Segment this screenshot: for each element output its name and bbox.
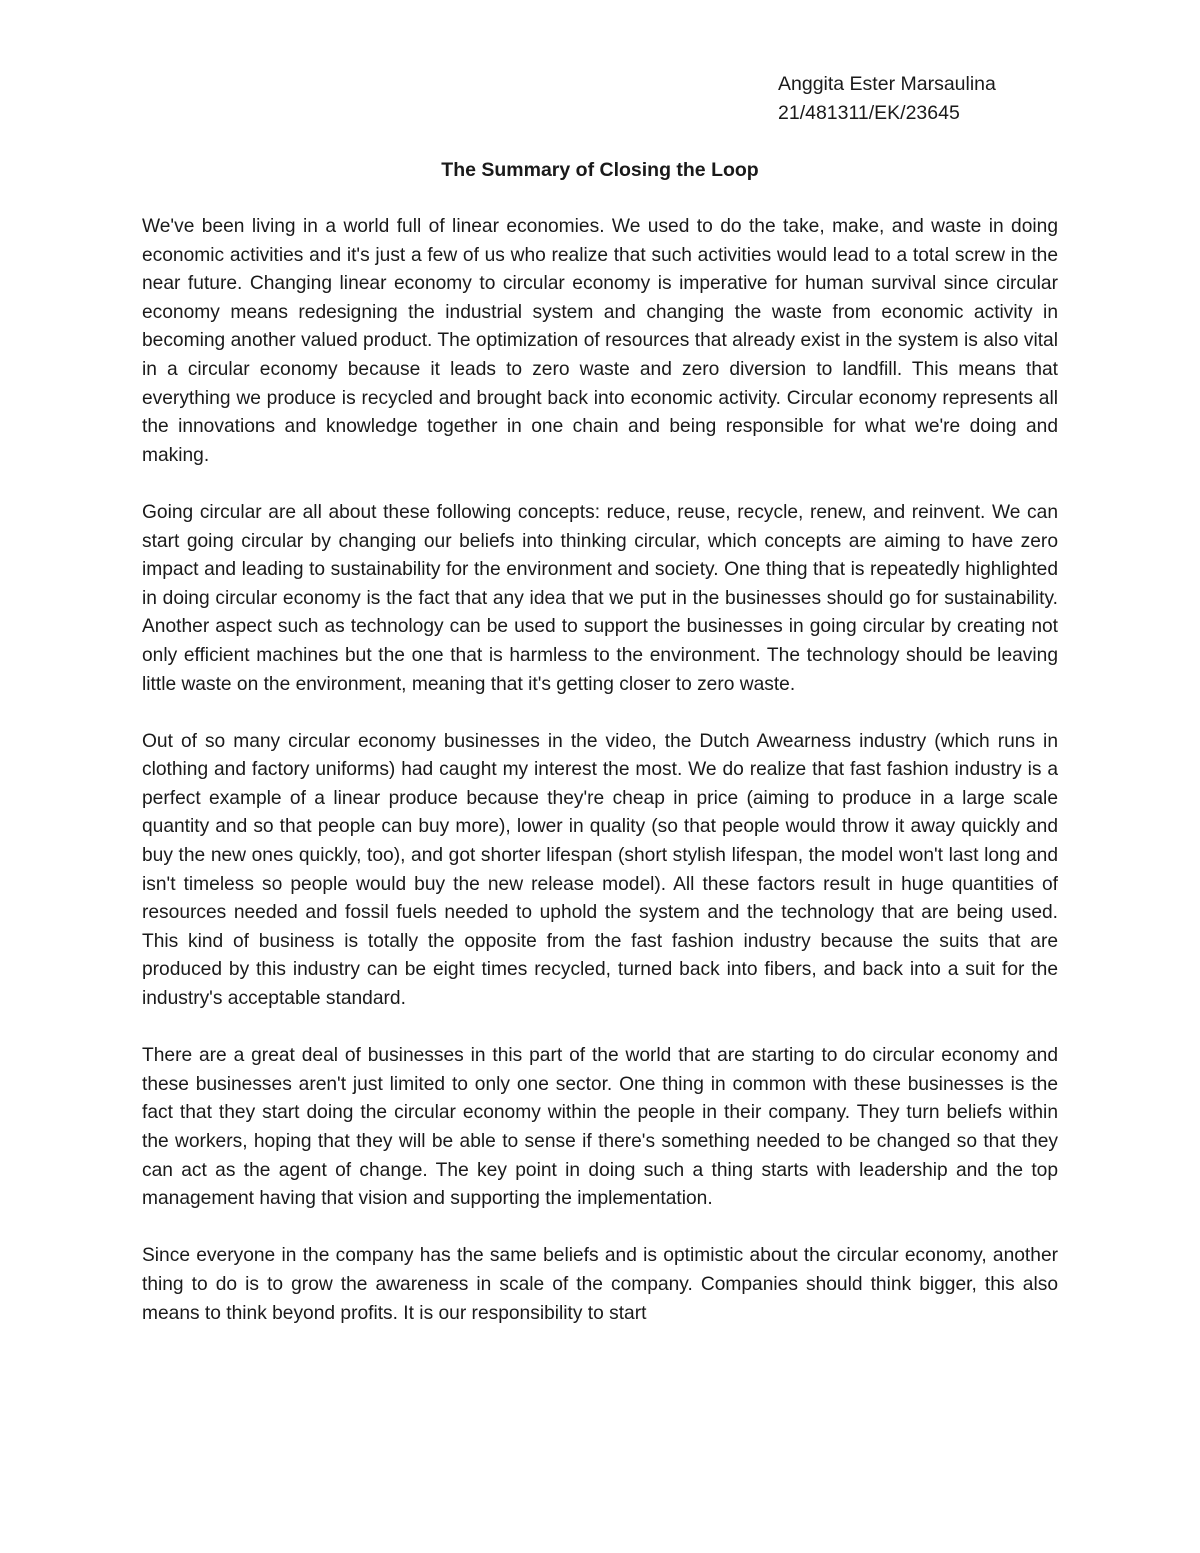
paragraph-1: We've been living in a world full of linear economies. We used to do the take, make, and waste in doing economic activities and it's just a few of us who realize that such activities would lead to a total screw in the near future. Changing linear economy to circular economy is imperative for human survival since circular economy means redesigning the industrial system and changing the waste from economic activity in becoming another valued product. The optimization of resources that already exist in the system is also vital in a circular economy because it leads to zero waste and zero diversion to landfill. This means that everything we produce is recycled and brought back into economic activity. Circular economy represents all the innovations and knowledge together in one chain and being responsible for what we're doing and making.	[142, 216, 1058, 466]
paragraph-3: Out of so many circular economy businesses in the video, the Dutch Awearness industry (which runs in clothing and factory uniforms) had caught my interest the most. We do realize that fast fashion industry is a perfect example of a linear produce because they're cheap in price (aiming to produce in a large scale quantity and so that people can buy more), lower in quality (so that people would throw it away quickly and buy the new ones quickly, too), and got shorter lifespan (short stylish lifespan, the model won't last long and isn't timeless so people would buy the new release model). All these factors result in huge quantities of resources needed and fossil fuels needed to uphold the system and the technology that are being used. This kind of business is totally the opposite from the fast fashion industry because the suits that are produced by this industry can be eight times recycled, turned back into fibers, and back into a suit for the industry's acceptable standard.	[142, 730, 1058, 1010]
author-name: Anggita Ester Marsaulina	[778, 73, 996, 95]
document-title: The Summary of Closing the Loop	[441, 159, 759, 181]
paragraph-4: There are a great deal of businesses in this part of the world that are starting to do circular economy and these businesses aren't just limited to only one sector. One thing in common with these businesses is the fact that they start doing the circular economy within the people in their company. They turn beliefs within the workers, hoping that they will be able to sense if there's something needed to be changed so that they can act as the agent of change. The key point in doing such a thing starts with leadership and the top management having that vision and supporting the implementation.	[142, 1045, 1058, 1210]
student-id: 21/481311/EK/23645	[778, 102, 960, 124]
paragraph-5: Since everyone in the company has the same beliefs and is optimistic about the circular economy, another thing to do is to grow the awareness in scale of the company. Companies should think bigger, this also means to think beyond profits. It is our responsibility to start	[142, 1245, 1058, 1324]
document-body	[142, 213, 1058, 1357]
paragraph-2: Going circular are all about these following concepts: reduce, reuse, recycle, renew, and reinvent. We can start going circular by changing our beliefs into thinking circular, which concepts are aiming to have zero impact and leading to sustainability for the environment and society. One thing that is repeatedly highlighted in doing circular economy is the fact that any idea that we put in the businesses should go for sustainability. Another aspect such as technology can be used to support the businesses in going circular by creating not only efficient machines but the one that is harmless to the environment. The technology should be leaving little waste on the environment, meaning that it's getting closer to zero waste.	[142, 501, 1058, 695]
author-block	[778, 70, 996, 128]
